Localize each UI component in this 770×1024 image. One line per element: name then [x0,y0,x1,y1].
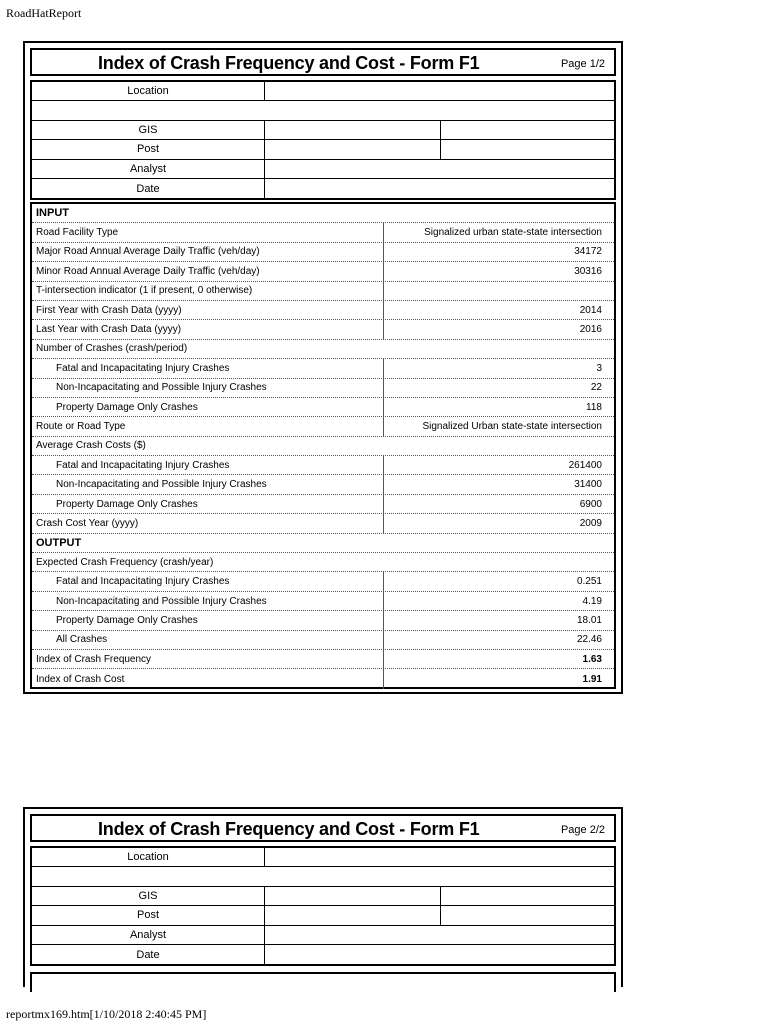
title-box [30,814,616,842]
date-label: Date [32,945,265,964]
date-label: Date [32,179,265,198]
table-row: Fatal and Incapacitating Injury Crashes 3 [32,359,614,378]
analyst-value [265,926,614,944]
location-row [32,82,614,101]
gis-row [32,887,614,906]
table-row: Route or Road Type Signalized Urban state-state intersection [32,417,614,436]
date-row [32,179,614,198]
blank-row [32,101,614,120]
table-row: Road Facility Type Signalized urban state-state intersection [32,223,614,242]
gis-value-2 [441,121,614,139]
post-row [32,140,614,159]
gis-row [32,121,614,140]
table-row: Property Damage Only Crashes 6900 [32,495,614,514]
report-page-1 [23,41,623,694]
analyst-value [265,160,614,178]
location-row [32,848,614,867]
table-row: Index of Crash Cost 1.91 [32,669,614,688]
data-table [30,202,616,689]
post-value-1 [265,140,441,158]
report-page-2 [23,807,623,987]
analyst-label: Analyst [32,926,265,944]
table-row: Non-Incapacitating and Possible Injury Crashes 22 [32,379,614,398]
post-value-2 [441,140,614,158]
browser-footer: reportmx169.htm[1/10/2018 2:40:45 PM] [6,1007,207,1021]
table-row: Index of Crash Frequency 1.63 [32,650,614,669]
gis-label: GIS [32,887,265,905]
location-value [265,848,614,866]
table-row: Non-Incapacitating and Possible Injury Crashes 31400 [32,475,614,494]
info-box [30,846,616,966]
report-title: Index of Crash Frequency and Cost - Form F1 [98,819,480,839]
gis-value-1 [265,887,441,905]
page-number: Page 2/2 [560,824,605,836]
post-label: Post [32,906,265,924]
table-row: Major Road Annual Average Daily Traffic (veh/day) 34172 [32,243,614,262]
table-row: Property Damage Only Crashes 18.01 [32,611,614,630]
gis-label: GIS [32,121,265,139]
output-heading: OUTPUT [32,534,614,553]
title-box [30,48,616,76]
analyst-row [32,160,614,179]
table-row: Minor Road Annual Average Daily Traffic (veh/day) 30316 [32,262,614,281]
post-label: Post [32,140,265,158]
table-row: Average Crash Costs ($) [32,437,614,456]
table-row: Non-Incapacitating and Possible Injury Crashes 4.19 [32,592,614,611]
date-value [265,179,614,198]
post-row [32,906,614,925]
location-label: Location [32,848,265,866]
data-table-start [30,972,616,992]
table-row: Expected Crash Frequency (crash/year) [32,553,614,572]
gis-value-2 [441,887,614,905]
input-heading: INPUT [32,204,614,223]
table-row: Last Year with Crash Data (yyyy) 2016 [32,320,614,339]
post-value-1 [265,906,441,924]
table-row: Property Damage Only Crashes 118 [32,398,614,417]
date-row [32,945,614,964]
analyst-label: Analyst [32,160,265,178]
info-box [30,80,616,200]
gis-value-1 [265,121,441,139]
table-row: Fatal and Incapacitating Injury Crashes 0.251 [32,572,614,591]
table-row: Crash Cost Year (yyyy) 2009 [32,514,614,533]
location-value [265,82,614,100]
report-title: Index of Crash Frequency and Cost - Form F1 [98,53,480,73]
blank-row [32,867,614,886]
table-row: Number of Crashes (crash/period) [32,340,614,359]
post-value-2 [441,906,614,924]
table-row: All Crashes 22.46 [32,631,614,650]
table-row: First Year with Crash Data (yyyy) 2014 [32,301,614,320]
browser-header: RoadHatReport [6,6,82,20]
location-label: Location [32,82,265,100]
date-value [265,945,614,964]
table-row: Fatal and Incapacitating Injury Crashes 261400 [32,456,614,475]
analyst-row [32,926,614,945]
table-row: T-intersection indicator (1 if present, 0 otherwise) [32,282,614,301]
page-number: Page 1/2 [560,58,605,70]
